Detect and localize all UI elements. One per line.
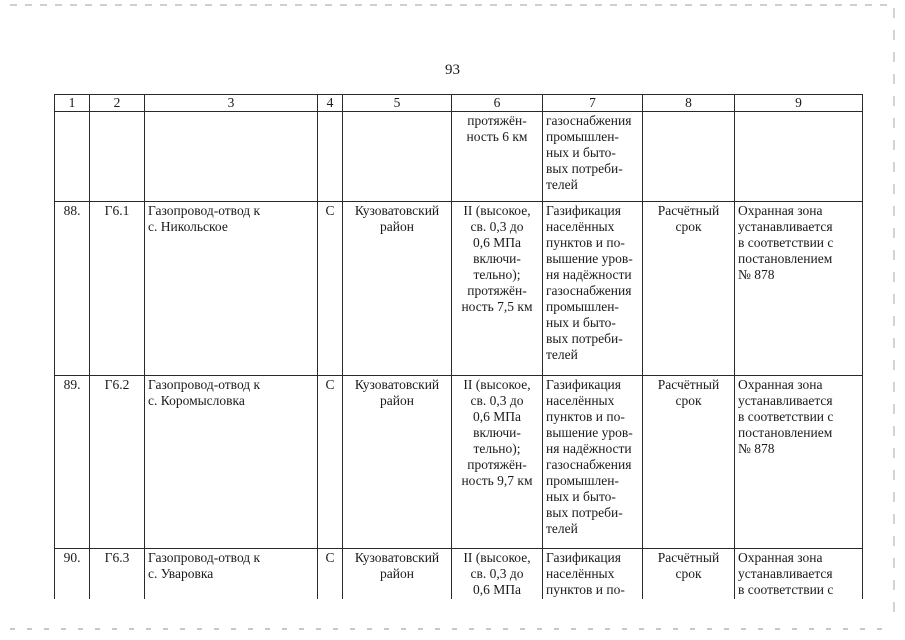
- cell-empty: [55, 112, 90, 202]
- text-line: 0,6 МПа: [473, 235, 521, 250]
- text-line: вышение уров-: [546, 251, 633, 266]
- cell-params: [452, 549, 543, 600]
- text-line: Газификация: [546, 203, 621, 218]
- continuation-row: [55, 112, 863, 202]
- table-row: [55, 202, 863, 376]
- cell-empty: [643, 112, 735, 202]
- cell-term: [643, 202, 735, 376]
- cell-district: [343, 549, 452, 600]
- text-line: населённых: [546, 566, 615, 581]
- text-line: пунктов и по-: [546, 235, 625, 250]
- text-line: ных и быто-: [546, 145, 616, 160]
- text-line: постановлением: [738, 425, 833, 440]
- text-line: ность 6 км: [466, 129, 528, 144]
- cell-district: [343, 376, 452, 549]
- cell-empty: [90, 112, 145, 202]
- text-line: район: [380, 566, 414, 581]
- cell-number: 90.: [55, 549, 90, 600]
- text-line: протяжён-: [467, 283, 527, 298]
- text-line: II (высокое,: [463, 203, 531, 218]
- scan-edge-top: [10, 4, 890, 6]
- text-line: газоснабжения: [546, 113, 632, 128]
- text-line: телей: [546, 347, 578, 362]
- text-line: ных и быто-: [546, 315, 616, 330]
- text-line: Газификация: [546, 377, 621, 392]
- text-line: 0,6 МПа: [473, 409, 521, 424]
- table-header-row: [55, 95, 863, 112]
- text-line: Кузоватовский: [354, 550, 440, 565]
- cell-type: С: [318, 549, 343, 600]
- text-line: Расчётный: [657, 203, 720, 218]
- text-line: св. 0,3 до: [470, 219, 524, 234]
- cell-term: [643, 376, 735, 549]
- cell-empty: [343, 112, 452, 202]
- text-line: пунктов и по-: [546, 409, 625, 424]
- scan-edge-right: [893, 8, 895, 618]
- text-line: № 878: [738, 267, 775, 282]
- cell-number: 89.: [55, 376, 90, 549]
- cell-empty: [145, 112, 318, 202]
- text-line: ня надёжности: [546, 441, 632, 456]
- text-line: с. Коромысловка: [148, 393, 245, 408]
- text-line: в соответствии с: [738, 409, 834, 424]
- cell-number: 88.: [55, 202, 90, 376]
- text-line: вых потреби-: [546, 331, 623, 346]
- text-line: ность 9,7 км: [461, 473, 533, 488]
- page-number: 93: [445, 62, 460, 78]
- text-line: Кузоватовский: [354, 377, 440, 392]
- text-line: II (высокое,: [463, 550, 531, 565]
- text-line: св. 0,3 до: [470, 566, 524, 581]
- cell-purpose: [543, 549, 643, 600]
- text-line: ных и быто-: [546, 489, 616, 504]
- cell-code: Г6.3: [90, 549, 145, 600]
- header-cell: 5: [343, 95, 452, 112]
- cell-params: [452, 376, 543, 549]
- text-line: Газификация: [546, 550, 621, 565]
- text-line: с. Уваровка: [148, 566, 214, 581]
- table-row: [55, 549, 863, 600]
- text-line: Кузоватовский: [354, 203, 440, 218]
- header-cell: 1: [55, 95, 90, 112]
- cell-code: Г6.2: [90, 376, 145, 549]
- text-line: ня надёжности: [546, 267, 632, 282]
- text-line: в соответствии с: [738, 582, 834, 597]
- text-line: постановлением: [738, 251, 833, 266]
- text-line: газоснабжения: [546, 283, 632, 298]
- text-line: срок: [675, 566, 702, 581]
- header-cell: 7: [543, 95, 643, 112]
- text-line: св. 0,3 до: [470, 393, 524, 408]
- header-cell: 8: [643, 95, 735, 112]
- document-table: [54, 94, 863, 599]
- cell-code: Г6.1: [90, 202, 145, 376]
- cell-purpose: [543, 202, 643, 376]
- header-cell: 9: [735, 95, 863, 112]
- text-line: населённых: [546, 393, 615, 408]
- cell-params: [452, 202, 543, 376]
- text-line: вых потреби-: [546, 505, 623, 520]
- cell-type: С: [318, 202, 343, 376]
- text-line: Газопровод-отвод к: [148, 377, 261, 392]
- table-row: [55, 376, 863, 549]
- text-line: Расчётный: [657, 377, 720, 392]
- text-line: вышение уров-: [546, 425, 633, 440]
- cell-type: С: [318, 376, 343, 549]
- cell-name: [145, 376, 318, 549]
- cell-name: [145, 549, 318, 600]
- text-line: срок: [675, 393, 702, 408]
- text-line: промышлен-: [546, 299, 619, 314]
- cell-purpose: [543, 376, 643, 549]
- text-line: 0,6 МПа: [473, 582, 521, 597]
- text-line: вых потреби-: [546, 161, 623, 176]
- text-line: телей: [546, 521, 578, 536]
- text-line: газоснабжения: [546, 457, 632, 472]
- cell-zone: [735, 376, 863, 549]
- text-line: телей: [546, 177, 578, 192]
- text-line: Газопровод-отвод к: [148, 550, 261, 565]
- cell-params: [452, 112, 543, 202]
- text-line: район: [380, 219, 414, 234]
- text-line: № 878: [738, 441, 775, 456]
- header-cell: 6: [452, 95, 543, 112]
- text-line: пунктов и по-: [546, 582, 625, 597]
- cell-district: [343, 202, 452, 376]
- header-cell: 4: [318, 95, 343, 112]
- text-line: Расчётный: [657, 550, 720, 565]
- text-line: тельно);: [473, 267, 521, 282]
- cell-purpose: [543, 112, 643, 202]
- text-line: устанавливается: [738, 393, 833, 408]
- text-line: ность 7,5 км: [461, 299, 533, 314]
- table-body: [55, 95, 863, 600]
- text-line: тельно);: [473, 441, 521, 456]
- cell-zone: [735, 202, 863, 376]
- text-line: с. Никольское: [148, 219, 228, 234]
- scan-edge-bottom: [10, 628, 890, 630]
- text-line: населённых: [546, 219, 615, 234]
- text-line: устанавливается: [738, 566, 833, 581]
- text-line: срок: [675, 219, 702, 234]
- text-line: Охранная зона: [738, 377, 823, 392]
- text-line: Газопровод-отвод к: [148, 203, 261, 218]
- text-line: промышлен-: [546, 473, 619, 488]
- text-line: устанавливается: [738, 219, 833, 234]
- cell-empty: [735, 112, 863, 202]
- cell-zone: [735, 549, 863, 600]
- text-line: Охранная зона: [738, 550, 823, 565]
- cell-empty: [318, 112, 343, 202]
- text-line: включи-: [473, 425, 521, 440]
- text-line: включи-: [473, 251, 521, 266]
- text-line: район: [380, 393, 414, 408]
- text-line: протяжён-: [467, 113, 527, 128]
- text-line: протяжён-: [467, 457, 527, 472]
- text-line: промышлен-: [546, 129, 619, 144]
- text-line: Охранная зона: [738, 203, 823, 218]
- cell-term: [643, 549, 735, 600]
- text-line: II (высокое,: [463, 377, 531, 392]
- text-line: в соответствии с: [738, 235, 834, 250]
- cell-name: [145, 202, 318, 376]
- header-cell: 2: [90, 95, 145, 112]
- header-cell: 3: [145, 95, 318, 112]
